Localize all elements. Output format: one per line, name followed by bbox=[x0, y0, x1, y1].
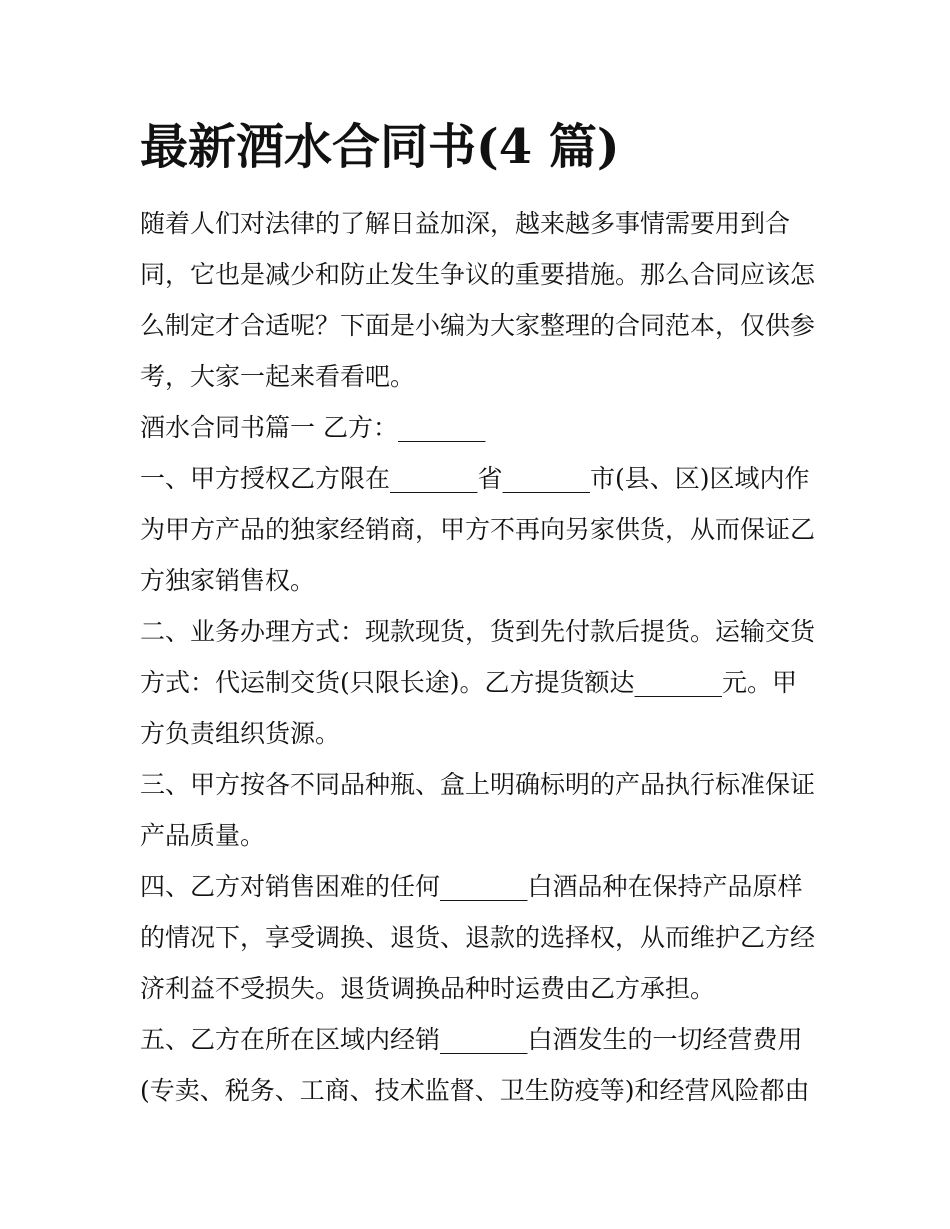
paragraph-line: 济利益不受损失。退货调换品种时运费由乙方承担。 bbox=[140, 974, 716, 1003]
paragraph-line: (专卖、税务、工商、技术监督、卫生防疫等)和经营风险都由 bbox=[140, 1076, 810, 1105]
paragraph-line: 为甲方产品的独家经销商，甲方不再向另家供货，从而保证乙 bbox=[140, 515, 816, 544]
paragraph-line: 么制定才合适呢？下面是小编为大家整理的合同范本，仅供参 bbox=[140, 311, 816, 340]
paragraph-line: 产品质量。 bbox=[140, 821, 266, 850]
paragraph-line: 二、业务办理方式：现款现货，货到先付款后提货。运输交货 bbox=[140, 617, 816, 646]
paragraph-line: 方负责组织货源。 bbox=[140, 719, 341, 748]
paragraph-line: 三、甲方按各不同品种瓶、盒上明确标明的产品执行标准保证 bbox=[140, 770, 816, 799]
paragraph-line: 的情况下，享受调换、退货、退款的选择权，从而维护乙方经 bbox=[140, 923, 816, 952]
paragraph-line: 方独家销售权。 bbox=[140, 566, 316, 595]
section-heading-line: 酒水合同书篇一 乙方：_______ bbox=[140, 413, 486, 442]
paragraph-line: 五、乙方在所在区域内经销_______白酒发生的一切经营费用 bbox=[140, 1025, 803, 1054]
paragraph-line: 一、甲方授权乙方限在_______省_______市(县、区)区域内作 bbox=[140, 464, 810, 493]
paragraph-line: 方式：代运制交货(只限长途)。乙方提货额达_______元。甲 bbox=[140, 668, 798, 697]
paragraph-line: 随着人们对法律的了解日益加深，越来越多事情需要用到合 bbox=[140, 209, 791, 238]
document-title: 最新酒水合同书(4 篇) bbox=[140, 119, 620, 175]
paragraph-line: 四、乙方对销售困难的任何_______白酒品种在保持产品原样 bbox=[140, 872, 803, 901]
paragraph-line: 考，大家一起来看看吧。 bbox=[140, 362, 416, 391]
paragraph-line: 同，它也是减少和防止发生争议的重要措施。那么合同应该怎 bbox=[140, 260, 816, 289]
